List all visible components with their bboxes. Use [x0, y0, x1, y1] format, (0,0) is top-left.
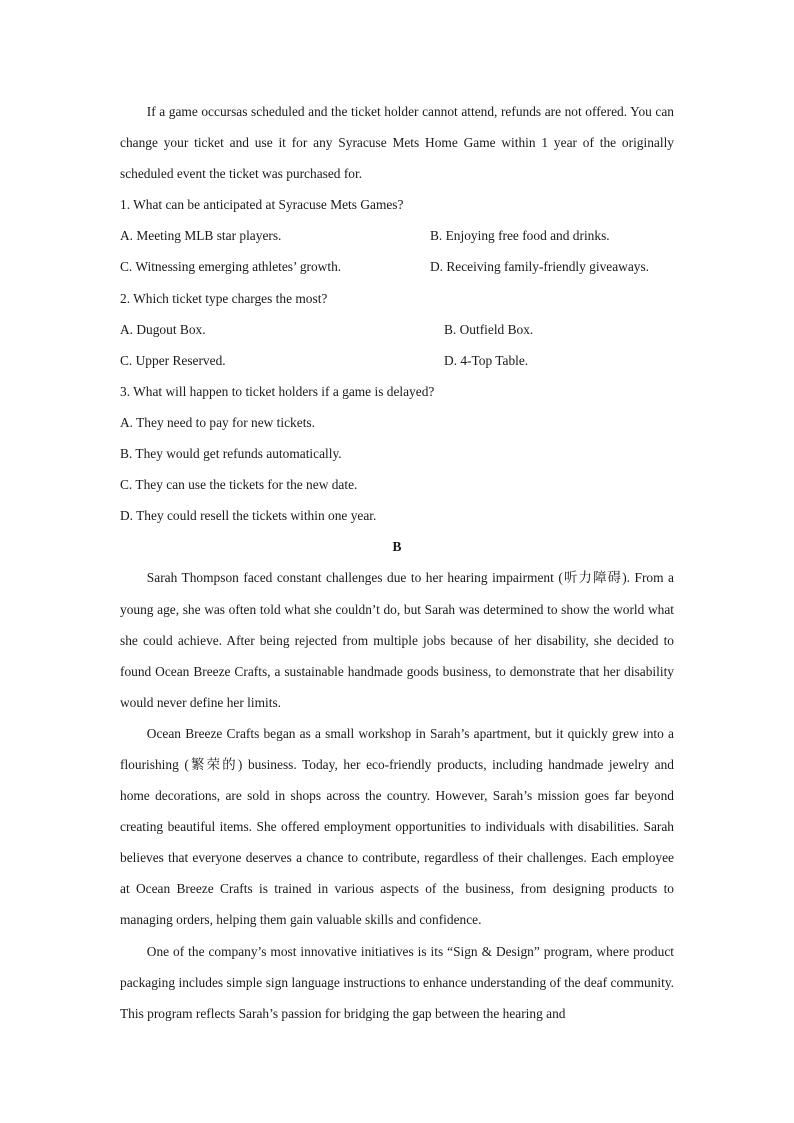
- exam-page: [120, 96, 674, 1029]
- question-3-stem: 3. What will happen to ticket holders if a game is delayed?: [120, 383, 435, 399]
- passage-b-paragraph-2: Ocean Breeze Crafts began as a small workshop in Sarah’s apartment, but it quickly grew into a flourishing (繁荣的) business. Today, her eco-friendly products, including handmade jewelry and home decorations, are sold in shops across the country. However, Sarah’s mission goes far beyond creating beautiful items. She offered employment opportunities to individuals with disabilities. Sarah believes that everyone deserves a chance to contribute, regardless of their challenges. Each employee at Ocean Breeze Crafts is trained in various aspects of the business, from designing products to managing orders, helping them gain valuable skills and confidence.: [120, 725, 674, 928]
- question-1-option-d[interactable]: D. Receiving family-friendly giveaways.: [430, 259, 650, 275]
- question-1-stem: 1. What can be anticipated at Syracuse Mets Games?: [120, 197, 404, 213]
- question-2-option-b[interactable]: B. Outfield Box.: [444, 321, 534, 337]
- question-2-options-row-2: [120, 345, 674, 376]
- passage-a-closing-paragraph: If a game occursas scheduled and the ticket holder cannot attend, refunds are not offered. You can change your ticket and use it for any Syracuse Mets Home Game within 1 year of the originally scheduled event the ticket was purchased for.: [120, 104, 674, 182]
- question-2-option-d[interactable]: D. 4-Top Table.: [444, 352, 529, 368]
- question-2-option-c[interactable]: C. Upper Reserved.: [120, 352, 226, 368]
- section-b-title: B: [392, 539, 402, 555]
- question-2-stem: 2. Which ticket type charges the most?: [120, 290, 328, 306]
- question-1-options-row-1: [120, 220, 674, 251]
- question-3-option-d[interactable]: D. They could resell the tickets within one year.: [120, 508, 377, 524]
- passage-b-paragraph-1: Sarah Thompson faced constant challenges due to her hearing impairment (听力障碍). From a young age, she was often told what she couldn’t do, but Sarah was determined to show the world what she could achieve. After being rejected from multiple jobs because of her disability, she decided to found Ocean Breeze Crafts, a sustainable handmade goods business, to demonstrate that her disability would never define her limits.: [120, 570, 674, 710]
- question-1-option-b[interactable]: B. Enjoying free food and drinks.: [430, 228, 610, 244]
- question-3-option-b[interactable]: B. They would get refunds automatically.: [120, 446, 342, 462]
- question-3-option-c[interactable]: C. They can use the tickets for the new date.: [120, 477, 358, 493]
- question-2-options-row-1: [120, 314, 674, 345]
- passage-b-paragraph-3: One of the company’s most innovative initiatives is its “Sign & Design” program, where product packaging includes simple sign language instructions to enhance understanding of the deaf community. This program reflects Sarah’s passion for bridging the gap between the hearing and: [120, 943, 674, 1021]
- question-1-options-row-2: [120, 251, 674, 282]
- question-1-option-a[interactable]: A. Meeting MLB star players.: [120, 228, 282, 244]
- question-2-option-a[interactable]: A. Dugout Box.: [120, 321, 206, 337]
- question-3-option-a[interactable]: A. They need to pay for new tickets.: [120, 414, 315, 430]
- question-1-option-c[interactable]: C. Witnessing emerging athletes’ growth.: [120, 259, 342, 275]
